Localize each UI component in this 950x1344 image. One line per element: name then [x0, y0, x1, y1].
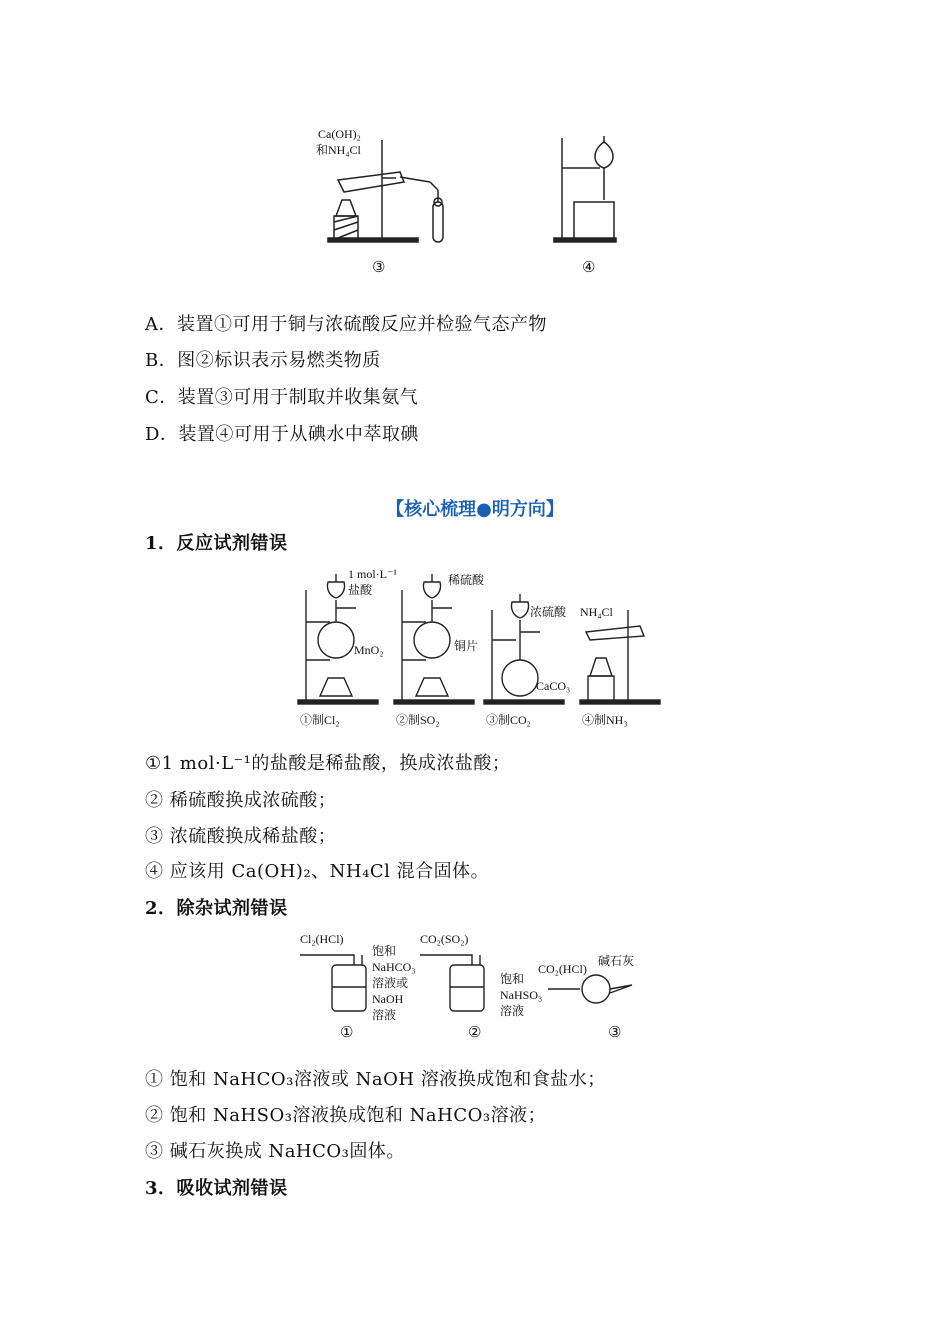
hcl-label: 盐酸: [348, 583, 373, 597]
nh4cl-label: NH₄Cl: [580, 605, 613, 619]
purify-caption-1: ①: [340, 1025, 354, 1041]
reagent2-line3: 溶液: [500, 1004, 525, 1018]
option-a-text: 装置①可用于铜与浓硫酸反应并检验气态产物: [177, 314, 547, 335]
apparatus-3-caption: ③: [372, 260, 386, 276]
option-d: [145, 420, 419, 446]
part1-line-4: ④ 应该用 Ca(OH)₂、NH₄Cl 混合固体。: [145, 861, 490, 882]
option-b-letter: B．: [145, 350, 178, 371]
option-c-letter: C．: [145, 387, 178, 408]
option-c-text: 装置③可用于制取并收集氨气: [177, 387, 419, 408]
nh3-apparatus-diagram: [580, 610, 660, 704]
reagent1-line3: 溶液或: [372, 976, 409, 990]
apparatus-3-label-line2: 和NH₄Cl: [316, 143, 361, 157]
option-b-text: 图②标识表示易燃类物质: [177, 350, 381, 371]
part2-title: 2．除杂试剂错误: [145, 898, 288, 919]
co2-caption: ③制CO₂: [486, 713, 531, 727]
section-heading: 【核心梳理●明方向】: [386, 499, 564, 520]
option-d-letter: D．: [145, 424, 179, 445]
gas1-label: Cl₂(HCl): [300, 932, 344, 946]
caco3-label: CaCO₃: [536, 679, 571, 693]
reagent1-line5: 溶液: [372, 1008, 397, 1022]
mno2-label: MnO₂: [354, 643, 384, 657]
option-b: [145, 346, 381, 372]
option-a: [145, 310, 547, 336]
apparatus-3-label-line1: Ca(OH)₂: [318, 127, 361, 141]
so2-caption: ②制SO₂: [396, 713, 440, 727]
purify-caption-3: ③: [608, 1025, 622, 1041]
reagent1-line2: NaHCO₃: [372, 960, 416, 974]
reagent2-line2: NaHSO₃: [500, 988, 543, 1002]
option-d-text: 装置④可用于从碘水中萃取碘: [178, 424, 419, 445]
reagent1-line4: NaOH: [372, 992, 404, 1006]
wash-bottle-1-diagram: [300, 955, 366, 1011]
reagent1-line1: 饱和: [372, 944, 397, 958]
apparatus-4-diagram: [554, 136, 616, 242]
copper-label: 铜片: [454, 639, 479, 653]
wash-bottle-2-diagram: [420, 955, 484, 1011]
reagent3-label: 碱石灰: [598, 954, 635, 968]
conc-h2so4-label: 浓硫酸: [530, 605, 567, 619]
dilute-h2so4-label: 稀硫酸: [448, 573, 485, 587]
drying-tube-diagram: [548, 975, 632, 1003]
part1-reaction-figure: [290, 560, 670, 730]
option-a-letter: A．: [145, 314, 177, 335]
part2-line-3: ③ 碱石灰换成 NaHCO₃固体。: [145, 1141, 405, 1162]
apparatus-4-caption: ④: [582, 260, 596, 276]
reagent2-line1: 饱和: [500, 972, 525, 986]
part2-line-2: ② 饱和 NaHSO₃溶液换成饱和 NaHCO₃溶液；: [145, 1105, 547, 1126]
part1-line-3: ③ 浓硫酸换成稀盐酸；: [145, 826, 337, 847]
part1-line-2: ② 稀硫酸换成浓硫酸；: [145, 790, 337, 811]
cl2-caption: ①制Cl₂: [300, 713, 340, 727]
purify-caption-2: ②: [468, 1025, 482, 1041]
gas3-label: CO₂(HCl): [538, 962, 587, 976]
part3-title: 3．吸收试剂错误: [145, 1178, 288, 1199]
part1-line-1: ①1 mol·L⁻¹的盐酸是稀盐酸，换成浓盐酸；: [145, 753, 511, 774]
part2-purification-figure: [296, 925, 666, 1045]
part2-line-1: ① 饱和 NaHCO₃溶液或 NaOH 溶液换成饱和食盐水；: [145, 1069, 606, 1090]
option-c: [145, 383, 418, 409]
gas2-label: CO₂(SO₂): [420, 932, 469, 946]
nh3-caption: ④制NH₃: [582, 713, 628, 727]
top-apparatus-figure: [300, 120, 640, 280]
hcl-concentration-label: 1 mol·L⁻¹: [348, 567, 397, 581]
part1-title: 1．反应试剂错误: [145, 533, 288, 554]
